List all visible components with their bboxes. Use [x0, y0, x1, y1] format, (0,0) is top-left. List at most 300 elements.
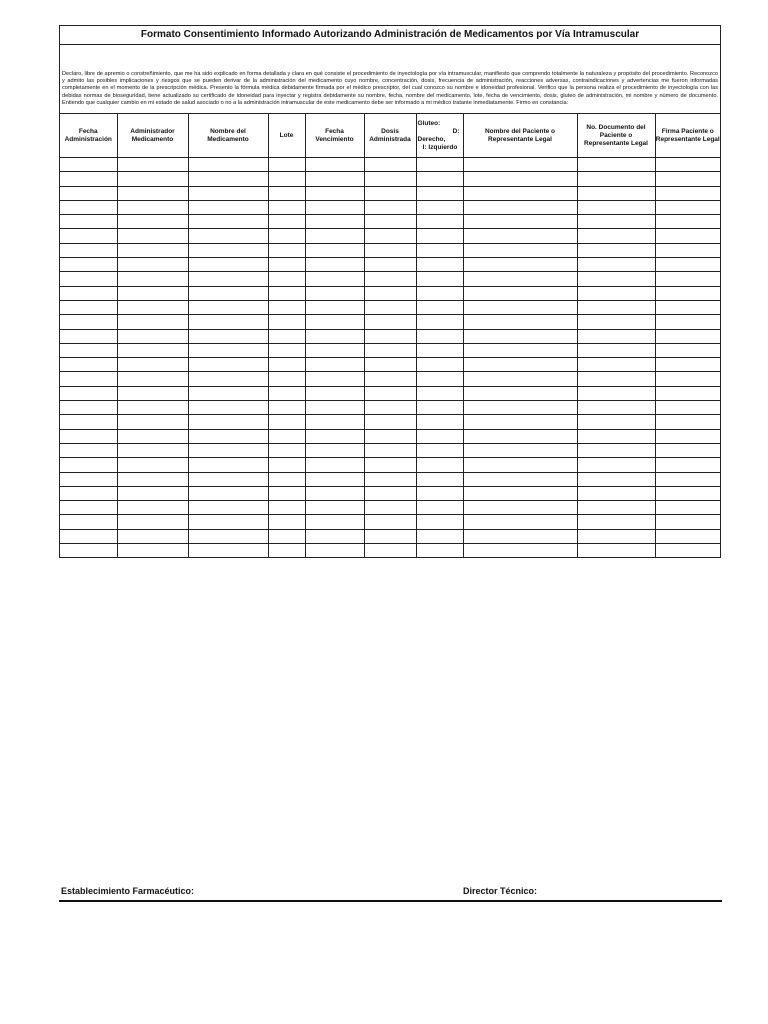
table-cell[interactable] — [117, 515, 188, 529]
table-cell[interactable] — [188, 200, 268, 214]
table-cell[interactable] — [463, 272, 577, 286]
table-row — [60, 372, 720, 386]
table-cell[interactable] — [60, 443, 117, 457]
table-cell[interactable] — [268, 286, 305, 300]
table-cell[interactable] — [655, 401, 720, 415]
table-cell[interactable] — [364, 458, 416, 472]
table-cell[interactable] — [188, 529, 268, 543]
table-cell[interactable] — [655, 172, 720, 186]
table-cell[interactable] — [305, 186, 364, 200]
table-cell[interactable] — [577, 215, 655, 229]
table-cell[interactable] — [268, 458, 305, 472]
table-cell[interactable] — [655, 486, 720, 500]
table-cell[interactable] — [268, 300, 305, 314]
table-cell[interactable] — [416, 501, 463, 515]
table-cell[interactable] — [188, 329, 268, 343]
table-cell[interactable] — [655, 501, 720, 515]
table-cell[interactable] — [416, 472, 463, 486]
table-cell[interactable] — [117, 272, 188, 286]
table-cell[interactable] — [305, 529, 364, 543]
table-cell[interactable] — [268, 315, 305, 329]
table-cell[interactable] — [188, 372, 268, 386]
table-cell[interactable] — [60, 243, 117, 257]
table-cell[interactable] — [416, 300, 463, 314]
table-cell[interactable] — [188, 443, 268, 457]
table-cell[interactable] — [577, 472, 655, 486]
table-cell[interactable] — [364, 329, 416, 343]
table-cell[interactable] — [188, 272, 268, 286]
table-cell[interactable] — [364, 372, 416, 386]
table-cell[interactable] — [188, 229, 268, 243]
table-cell[interactable] — [655, 515, 720, 529]
table-cell[interactable] — [188, 358, 268, 372]
table-cell[interactable] — [655, 415, 720, 429]
table-cell[interactable] — [463, 501, 577, 515]
table-cell[interactable] — [463, 458, 577, 472]
table-cell[interactable] — [268, 158, 305, 172]
table-cell[interactable] — [60, 272, 117, 286]
table-cell[interactable] — [268, 443, 305, 457]
table-cell[interactable] — [655, 300, 720, 314]
table-cell[interactable] — [268, 358, 305, 372]
table-cell[interactable] — [655, 529, 720, 543]
table-cell[interactable] — [268, 529, 305, 543]
table-cell[interactable] — [577, 458, 655, 472]
table-cell[interactable] — [364, 172, 416, 186]
table-cell[interactable] — [117, 401, 188, 415]
table-cell[interactable] — [577, 429, 655, 443]
table-cell[interactable] — [117, 372, 188, 386]
table-cell[interactable] — [655, 329, 720, 343]
form-title: Formato Consentimiento Informado Autorizando Administración de Medicamentos por Vía Intramuscular — [60, 26, 720, 45]
table-cell[interactable] — [416, 215, 463, 229]
table-cell[interactable] — [60, 501, 117, 515]
table-cell[interactable] — [655, 429, 720, 443]
table-cell[interactable] — [305, 515, 364, 529]
table-cell[interactable] — [364, 486, 416, 500]
table-cell[interactable] — [577, 300, 655, 314]
table-cell[interactable] — [60, 286, 117, 300]
table-cell[interactable] — [655, 358, 720, 372]
table-cell[interactable] — [416, 515, 463, 529]
table-cell[interactable] — [188, 429, 268, 443]
table-cell[interactable] — [268, 186, 305, 200]
table-cell[interactable] — [268, 401, 305, 415]
table-cell[interactable] — [364, 300, 416, 314]
col-fecha-vencimiento: Fecha Vencimiento — [305, 114, 364, 158]
table-cell[interactable] — [655, 472, 720, 486]
table-cell[interactable] — [268, 429, 305, 443]
table-cell[interactable] — [117, 501, 188, 515]
table-cell[interactable] — [305, 386, 364, 400]
table-cell[interactable] — [463, 486, 577, 500]
table-cell[interactable] — [416, 329, 463, 343]
table-cell[interactable] — [117, 215, 188, 229]
table-cell[interactable] — [60, 372, 117, 386]
table-cell[interactable] — [117, 286, 188, 300]
table-cell[interactable] — [305, 486, 364, 500]
table-cell[interactable] — [655, 215, 720, 229]
table-cell[interactable] — [188, 158, 268, 172]
table-cell[interactable] — [463, 229, 577, 243]
table-cell[interactable] — [117, 172, 188, 186]
table-cell[interactable] — [655, 258, 720, 272]
table-cell[interactable] — [60, 358, 117, 372]
table-cell[interactable] — [60, 186, 117, 200]
table-cell[interactable] — [188, 258, 268, 272]
table-cell[interactable] — [655, 443, 720, 457]
table-cell[interactable] — [416, 286, 463, 300]
table-cell[interactable] — [577, 486, 655, 500]
table-cell[interactable] — [416, 186, 463, 200]
table-cell[interactable] — [577, 343, 655, 357]
table-cell[interactable] — [364, 544, 416, 558]
table-cell[interactable] — [268, 215, 305, 229]
table-cell[interactable] — [60, 158, 117, 172]
table-cell[interactable] — [268, 372, 305, 386]
table-cell[interactable] — [463, 372, 577, 386]
table-cell[interactable] — [188, 286, 268, 300]
table-cell[interactable] — [268, 243, 305, 257]
table-cell[interactable] — [117, 415, 188, 429]
table-row — [60, 401, 720, 415]
table-cell[interactable] — [268, 229, 305, 243]
table-cell[interactable] — [364, 472, 416, 486]
table-cell[interactable] — [463, 329, 577, 343]
table-cell[interactable] — [416, 486, 463, 500]
table-cell[interactable] — [305, 200, 364, 214]
table-cell[interactable] — [577, 329, 655, 343]
table-cell[interactable] — [305, 329, 364, 343]
table-cell[interactable] — [188, 515, 268, 529]
table-cell[interactable] — [117, 258, 188, 272]
table-cell[interactable] — [416, 243, 463, 257]
signature-footer — [59, 884, 722, 902]
table-row — [60, 415, 720, 429]
table-cell[interactable] — [60, 229, 117, 243]
table-cell[interactable] — [463, 429, 577, 443]
table-cell[interactable] — [364, 272, 416, 286]
table-cell[interactable] — [463, 172, 577, 186]
table-cell[interactable] — [60, 458, 117, 472]
table-cell[interactable] — [463, 544, 577, 558]
col-fecha-administracion: Fecha Administración — [60, 114, 117, 158]
table-cell[interactable] — [60, 472, 117, 486]
table-cell[interactable] — [463, 286, 577, 300]
table-cell[interactable] — [117, 486, 188, 500]
table-cell[interactable] — [416, 229, 463, 243]
table-cell[interactable] — [655, 200, 720, 214]
table-cell[interactable] — [416, 415, 463, 429]
table-cell[interactable] — [577, 286, 655, 300]
table-cell[interactable] — [364, 186, 416, 200]
table-cell[interactable] — [416, 315, 463, 329]
table-cell[interactable] — [188, 243, 268, 257]
table-cell[interactable] — [117, 315, 188, 329]
table-cell[interactable] — [463, 358, 577, 372]
table-cell[interactable] — [305, 158, 364, 172]
table-cell[interactable] — [655, 229, 720, 243]
table-cell[interactable] — [416, 358, 463, 372]
table-cell[interactable] — [117, 429, 188, 443]
table-row — [60, 429, 720, 443]
table-cell[interactable] — [577, 529, 655, 543]
table-cell[interactable] — [268, 486, 305, 500]
table-cell[interactable] — [416, 429, 463, 443]
table-cell[interactable] — [416, 343, 463, 357]
table-cell[interactable] — [305, 286, 364, 300]
table-cell[interactable] — [60, 515, 117, 529]
table-cell[interactable] — [655, 315, 720, 329]
table-cell[interactable] — [305, 258, 364, 272]
table-cell[interactable] — [463, 186, 577, 200]
table-cell[interactable] — [463, 386, 577, 400]
table-cell[interactable] — [268, 415, 305, 429]
table-cell[interactable] — [364, 401, 416, 415]
table-cell[interactable] — [364, 515, 416, 529]
table-cell[interactable] — [268, 172, 305, 186]
table-cell[interactable] — [577, 415, 655, 429]
table-cell[interactable] — [416, 458, 463, 472]
table-cell[interactable] — [188, 300, 268, 314]
table-cell[interactable] — [117, 544, 188, 558]
table-cell[interactable] — [117, 343, 188, 357]
table-cell[interactable] — [117, 243, 188, 257]
table-cell[interactable] — [463, 443, 577, 457]
table-cell[interactable] — [364, 200, 416, 214]
table-cell[interactable] — [577, 272, 655, 286]
table-cell[interactable] — [117, 229, 188, 243]
table-cell[interactable] — [577, 172, 655, 186]
table-cell[interactable] — [117, 186, 188, 200]
table-cell[interactable] — [60, 300, 117, 314]
table-cell[interactable] — [188, 343, 268, 357]
table-cell[interactable] — [117, 329, 188, 343]
table-cell[interactable] — [305, 172, 364, 186]
table-cell[interactable] — [188, 415, 268, 429]
table-cell[interactable] — [577, 186, 655, 200]
table-cell[interactable] — [364, 443, 416, 457]
table-cell[interactable] — [268, 501, 305, 515]
table-cell[interactable] — [188, 215, 268, 229]
table-cell[interactable] — [364, 258, 416, 272]
table-cell[interactable] — [364, 358, 416, 372]
table-cell[interactable] — [117, 200, 188, 214]
table-cell[interactable] — [463, 401, 577, 415]
table-cell[interactable] — [577, 386, 655, 400]
table-cell[interactable] — [655, 544, 720, 558]
table-cell[interactable] — [60, 343, 117, 357]
table-cell[interactable] — [268, 386, 305, 400]
table-cell[interactable] — [60, 486, 117, 500]
table-cell[interactable] — [305, 372, 364, 386]
table-cell[interactable] — [268, 515, 305, 529]
table-cell[interactable] — [305, 472, 364, 486]
table-cell[interactable] — [305, 300, 364, 314]
table-cell[interactable] — [188, 172, 268, 186]
table-cell[interactable] — [416, 372, 463, 386]
table-cell[interactable] — [188, 386, 268, 400]
table-cell[interactable] — [188, 186, 268, 200]
table-cell[interactable] — [305, 501, 364, 515]
table-cell[interactable] — [305, 443, 364, 457]
table-cell[interactable] — [188, 501, 268, 515]
table-cell[interactable] — [463, 200, 577, 214]
table-cell[interactable] — [364, 158, 416, 172]
table-row — [60, 486, 720, 500]
table-cell[interactable] — [577, 243, 655, 257]
table-cell[interactable] — [416, 258, 463, 272]
table-cell[interactable] — [416, 386, 463, 400]
table-cell[interactable] — [416, 272, 463, 286]
table-cell[interactable] — [577, 515, 655, 529]
table-cell[interactable] — [188, 401, 268, 415]
table-cell[interactable] — [60, 415, 117, 429]
table-cell[interactable] — [188, 472, 268, 486]
table-cell[interactable] — [60, 429, 117, 443]
table-cell[interactable] — [305, 229, 364, 243]
table-row — [60, 258, 720, 272]
table-cell[interactable] — [416, 172, 463, 186]
table-cell[interactable] — [188, 458, 268, 472]
table-cell[interactable] — [416, 158, 463, 172]
table-cell[interactable] — [117, 529, 188, 543]
table-cell[interactable] — [188, 486, 268, 500]
table-cell[interactable] — [188, 315, 268, 329]
table-cell[interactable] — [60, 386, 117, 400]
table-cell[interactable] — [364, 501, 416, 515]
table-cell[interactable] — [305, 272, 364, 286]
table-cell[interactable] — [463, 258, 577, 272]
table-cell[interactable] — [305, 544, 364, 558]
table-cell[interactable] — [416, 200, 463, 214]
table-cell[interactable] — [305, 343, 364, 357]
table-cell[interactable] — [577, 443, 655, 457]
table-cell[interactable] — [60, 172, 117, 186]
table-cell[interactable] — [268, 258, 305, 272]
table-cell[interactable] — [364, 286, 416, 300]
table-row — [60, 172, 720, 186]
table-cell[interactable] — [655, 186, 720, 200]
table-cell[interactable] — [305, 429, 364, 443]
table-cell[interactable] — [655, 272, 720, 286]
table-row — [60, 443, 720, 457]
table-cell[interactable] — [364, 229, 416, 243]
table-cell[interactable] — [60, 200, 117, 214]
table-row — [60, 158, 720, 172]
table-cell[interactable] — [364, 529, 416, 543]
table-cell[interactable] — [117, 300, 188, 314]
table-cell[interactable] — [305, 458, 364, 472]
table-cell[interactable] — [463, 158, 577, 172]
table-cell[interactable] — [416, 443, 463, 457]
table-row — [60, 472, 720, 486]
table-cell[interactable] — [268, 343, 305, 357]
table-cell[interactable] — [117, 458, 188, 472]
table-cell[interactable] — [655, 243, 720, 257]
table-cell[interactable] — [577, 401, 655, 415]
table-cell[interactable] — [463, 515, 577, 529]
consent-declaration: Declaro, libre de apremio o constreñimiento, que me ha sido explicado en forma detallada y clara en qué consiste el procedimiento de inyectología por vía intramuscular, manifiesto que comprendo totalmente la naturaleza y propósito del procedimiento. Reconozco y admito las posibles implicaciones y riesgos que se pueden derivar de la administración del medicamento cuyo nombre, concentración, dosis, frecuencia de administración, reacciones adversas, contraindicaciones y advertencias me fueron informadas completamente en el momento de la prescripción médica. Presento la fórmula médica debidamente firmada por el médico prescriptor, del cual conozco su nombre e idoneidad profesional. Verifico que la persona realiza el procedimiento de inyectología con las debidas normas de bioseguridad, tiene actualizado su certificado de idoneidad para inyectar y registra debidamente su nombre, fecha, nombre del medicamento, lote, fecha de vencimiento, dosis, gluteo de administración, mi nombre y número de documento. Entiendo que cualquier cambio en mi estado de salud asociado o no a la administración intramuscular de este medicamento debe ser informado a mi médico tratante inmediatamente. Firmo en constancia: — [60, 45, 720, 114]
table-cell[interactable] — [463, 415, 577, 429]
table-row — [60, 286, 720, 300]
table-row — [60, 186, 720, 200]
table-cell[interactable] — [60, 401, 117, 415]
gluteo-d-label: D: — [452, 127, 460, 135]
table-cell[interactable] — [364, 429, 416, 443]
table-cell[interactable] — [305, 243, 364, 257]
table-cell[interactable] — [655, 372, 720, 386]
table-cell[interactable] — [364, 415, 416, 429]
table-cell[interactable] — [577, 229, 655, 243]
table-cell[interactable] — [188, 544, 268, 558]
table-cell[interactable] — [117, 472, 188, 486]
table-cell[interactable] — [117, 386, 188, 400]
table-cell[interactable] — [268, 544, 305, 558]
col-firma-paciente: Firma Paciente o Representante Legal — [655, 114, 720, 158]
table-cell[interactable] — [577, 158, 655, 172]
table-cell[interactable] — [577, 258, 655, 272]
table-cell[interactable] — [268, 329, 305, 343]
table-cell[interactable] — [60, 529, 117, 543]
table-cell[interactable] — [463, 215, 577, 229]
table-cell[interactable] — [305, 415, 364, 429]
table-cell[interactable] — [305, 401, 364, 415]
table-cell[interactable] — [60, 329, 117, 343]
table-cell[interactable] — [305, 315, 364, 329]
table-cell[interactable] — [463, 315, 577, 329]
table-cell[interactable] — [364, 386, 416, 400]
table-cell[interactable] — [463, 529, 577, 543]
table-cell[interactable] — [577, 200, 655, 214]
table-cell[interactable] — [463, 300, 577, 314]
table-cell[interactable] — [60, 215, 117, 229]
table-cell[interactable] — [416, 544, 463, 558]
table-cell[interactable] — [655, 286, 720, 300]
table-cell[interactable] — [577, 358, 655, 372]
table-cell[interactable] — [416, 401, 463, 415]
table-cell[interactable] — [577, 544, 655, 558]
table-cell[interactable] — [305, 215, 364, 229]
table-cell[interactable] — [463, 343, 577, 357]
table-cell[interactable] — [463, 243, 577, 257]
table-cell[interactable] — [364, 243, 416, 257]
table-cell[interactable] — [577, 501, 655, 515]
table-cell[interactable] — [364, 315, 416, 329]
table-cell[interactable] — [416, 529, 463, 543]
table-cell[interactable] — [364, 215, 416, 229]
table-cell[interactable] — [60, 315, 117, 329]
table-cell[interactable] — [268, 272, 305, 286]
table-cell[interactable] — [577, 372, 655, 386]
table-cell[interactable] — [655, 343, 720, 357]
table-cell[interactable] — [655, 158, 720, 172]
table-cell[interactable] — [60, 544, 117, 558]
table-cell[interactable] — [655, 386, 720, 400]
table-cell[interactable] — [117, 358, 188, 372]
table-cell[interactable] — [577, 315, 655, 329]
table-cell[interactable] — [268, 472, 305, 486]
table-row — [60, 529, 720, 543]
table-cell[interactable] — [655, 458, 720, 472]
table-cell[interactable] — [117, 158, 188, 172]
table-cell[interactable] — [268, 200, 305, 214]
table-cell[interactable] — [364, 343, 416, 357]
table-cell[interactable] — [117, 443, 188, 457]
table-cell[interactable] — [305, 358, 364, 372]
table-cell[interactable] — [463, 472, 577, 486]
table-cell[interactable] — [60, 258, 117, 272]
